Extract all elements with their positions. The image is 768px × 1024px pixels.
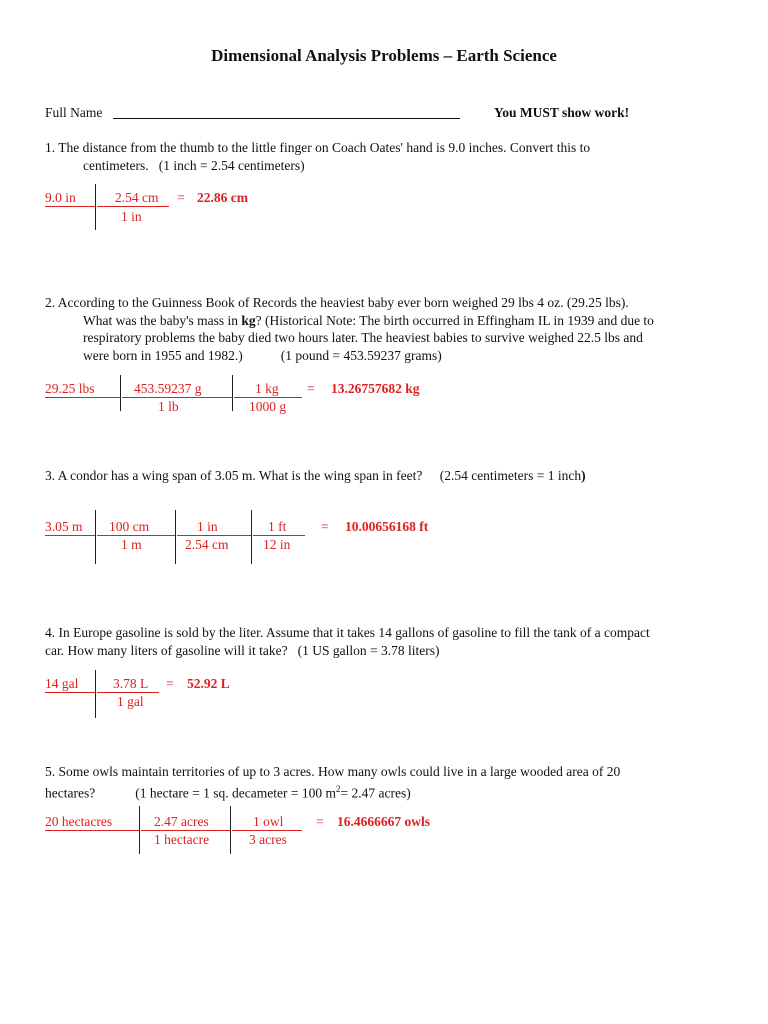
problem-note-close: ) [581,468,586,483]
work-answer: 13.26757682 kg [331,381,420,396]
problem-line: A condor has a wing span of 3.05 m. What is the wing span in feet? [57,468,423,483]
work-start: 3.05 m [45,519,83,534]
work-equals: = [321,519,329,534]
work-answer: 10.00656168 ft [345,519,429,534]
work-factor-top: 1 ft [268,519,287,534]
work-factor-top: 2.54 cm [115,190,159,205]
work-factor-bottom: 1 m [121,537,142,552]
problem-3-text [45,467,755,485]
problem-number: 4. [45,625,56,640]
problem-note: = 2.47 acres) [340,785,411,800]
work-factor-bottom: 1 lb [158,399,179,414]
work-factor-bottom: 1 gal [117,694,144,709]
work-start: 9.0 in [45,190,76,205]
work-factor-top: 2.47 acres [154,814,209,829]
problem-note: (1 pound = 453.59237 grams) [280,347,442,363]
problem-line: In Europe gasoline is sold by the liter. Assume that it takes 14 gallons of gasoline to fill the tank of a compact [58,625,650,640]
work-factor-top: 1 kg [255,381,279,396]
page-title: Dimensional Analysis Problems – Earth Science [211,46,557,65]
work-equals: = [316,814,324,829]
work-factor-top: 1 owl [253,814,284,829]
work-factor-bottom: 12 in [263,537,291,552]
work-answer: 22.86 cm [197,190,248,205]
problem-line: car. How many liters of gasoline will it take? (1 US gallon = 3.78 liters) [45,642,440,658]
work-answer: 16.4666667 owls [337,814,431,829]
problem-note: (2.54 centimeters = 1 inch [439,468,582,483]
work-start: 29.25 lbs [45,381,95,396]
full-name-line[interactable] [113,118,460,119]
problem-5-text [45,763,765,802]
work-factor-bottom: 1 in [121,209,142,224]
full-name-label: Full Name [45,105,103,120]
problem-4-text [45,624,765,659]
problem-line: ? (Historical Note: The birth occurred in Effingham IL in 1939 and due to [255,312,654,328]
problem-line: centimeters. (1 inch = 2.54 centimeters) [83,157,305,173]
work-equals: = [177,190,185,205]
work-factor-top: 453.59237 g [134,381,202,396]
problem-1-text [45,139,745,174]
work-start: 14 gal [45,676,79,691]
problem-line: Some owls maintain territories of up to 3 acres. How many owls could live in a large wooded area of 20 [58,764,621,779]
work-factor-bottom: 2.54 cm [185,537,229,552]
work-start: 20 hectacres [45,814,113,829]
problem-line: hectares? [45,785,96,800]
work-factor-top: 3.78 L [113,676,149,691]
work-factor-bottom: 1000 g [249,399,287,414]
instruction-text: You MUST show work! [494,105,630,120]
work-factor-top: 100 cm [109,519,150,534]
work-factor-bottom: 1 hectacre [154,832,210,847]
problem-note: (1 hectare = 1 sq. decameter = 100 m [135,785,336,800]
problem-line: What was the baby's mass in [83,312,242,328]
problem-line: The distance from the thumb to the little finger on Coach Oates' hand is 9.0 inches. Convert this to [58,140,591,155]
problem-number: 1. [45,140,56,155]
superscript: 2 [336,783,341,794]
problem-number: 2. [45,295,56,310]
work-equals: = [307,381,315,396]
problem-line: According to the Guinness Book of Records the heaviest baby ever born weighed 29 lbs 4 oz. (29.25 lbs). [57,295,629,310]
problem-number: 5. [45,764,56,779]
problem-number: 3. [45,468,56,483]
problem-line-bold: kg [241,312,256,328]
problem-line: respiratory problems the baby died two hours later. The heaviest babies to survive weighed 22.5 lbs and [83,330,643,345]
work-answer: 52.92 L [187,676,230,691]
work-factor-top: 1 in [197,519,218,534]
work-factor-bottom: 3 acres [249,832,287,847]
problem-line: were born in 1955 and 1982.) [83,347,243,363]
problem-2-text [45,294,755,364]
work-equals: = [166,676,174,691]
